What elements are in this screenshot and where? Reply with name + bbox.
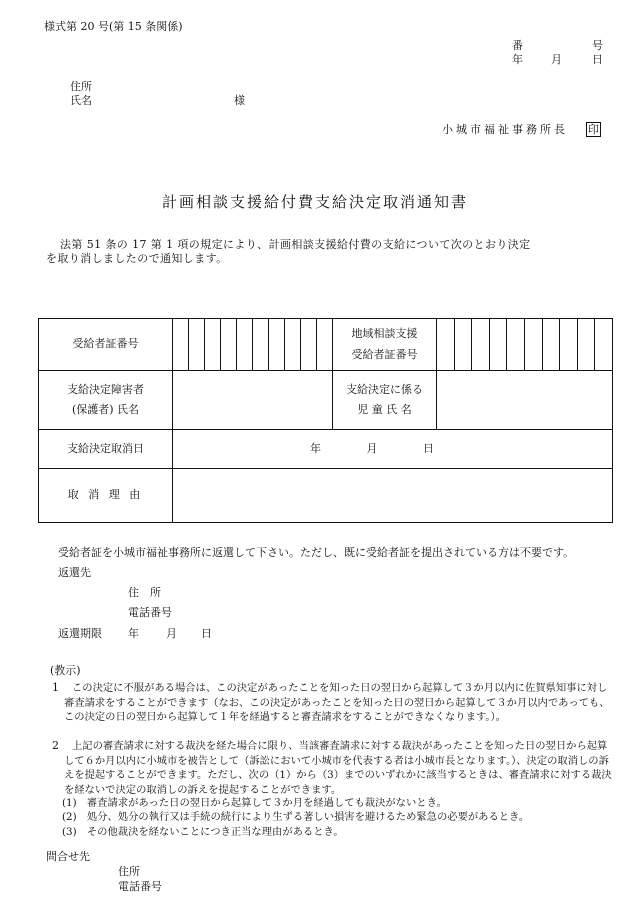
digit-box xyxy=(437,319,455,370)
note-2-item-3: (3) その他裁決を経ないことにつき正当な理由があるとき。 xyxy=(62,826,344,838)
form-row-names xyxy=(39,371,613,430)
contact-heading: 問合せ先 xyxy=(46,850,90,863)
return-deadline-day: 日 xyxy=(201,627,212,640)
digit-box xyxy=(560,319,578,370)
date-month: 月 xyxy=(551,53,562,66)
note-2-item-1: (1) 審査請求があった日の翌日から起算して３か月を経過しても裁決がないとき。 xyxy=(62,797,447,809)
digit-box xyxy=(237,319,253,370)
digit-box xyxy=(543,319,561,370)
note-1-text: この決定に不服がある場合は、この決定があったことを知った日の翌日から起算して３か月以内に佐賀県知事に対し審査請求をすることができます（なお、この決定があったことを知った日の翌日から起算して３か月以内であっても、この決定の日の翌日から起算して１年を経過すると審査請求をすることができなくなります。）。 xyxy=(64,682,610,723)
notes-heading: (教示) xyxy=(50,664,81,677)
sender-block xyxy=(442,122,601,137)
digit-box xyxy=(507,319,525,370)
form-row-reason xyxy=(39,469,613,523)
person-name-field[interactable] xyxy=(173,371,333,430)
number-label: 番 xyxy=(512,39,523,52)
digit-box xyxy=(205,319,221,370)
digit-box xyxy=(317,319,332,370)
regional-cert-label-line-2: 受給者証番号 xyxy=(351,347,418,361)
cancel-date-day: 日 xyxy=(423,441,435,455)
child-name-field[interactable] xyxy=(437,371,613,430)
cancel-date-month: 月 xyxy=(366,441,379,455)
notice-form-table xyxy=(38,318,613,523)
recipient-cert-no-boxes[interactable] xyxy=(173,319,333,371)
digit-box xyxy=(253,319,269,370)
intro-line-1: 法第 51 条の 17 第 1 項の規定により、計画相談支援給付費の支給について次のとおり決定 xyxy=(60,238,531,251)
digit-box xyxy=(472,319,490,370)
digit-box xyxy=(173,319,189,370)
addressee-name-label: 氏名 xyxy=(70,94,92,107)
digit-box xyxy=(490,319,508,370)
note-2-number: 2 xyxy=(52,739,59,752)
addressee-address-label: 住所 xyxy=(70,80,92,93)
note-2-text: 上記の審査請求に対する裁決を経た場合に限り、当該審査請求に対する裁決があったことを知った日の翌日から起算して６か月以内に小城市を被告として（訴訟において小城市を代表する者は小城市長となります。）、決定の取消しの訴えを提起することができます。ただし、次の（1）から（3）までのいずれかに該当するときは、審査請求に対する裁決を経ないで決定の取消しの訴えを提起することができます。 xyxy=(64,740,612,796)
date-day: 日 xyxy=(592,53,603,66)
cancel-date-label: 支給決定取消日 xyxy=(39,430,173,469)
form-row-cancel-date xyxy=(39,430,613,469)
note-1-number: 1 xyxy=(52,681,59,694)
date-year: 年 xyxy=(512,53,523,66)
regional-cert-label-line-1: 地域相談支援 xyxy=(351,327,418,341)
intro-line-2: を取り消しましたので通知します。 xyxy=(46,252,228,265)
contact-phone-label: 電話番号 xyxy=(118,880,162,893)
digit-box xyxy=(525,319,543,370)
number-suffix: 号 xyxy=(592,39,603,52)
form-row-cert-numbers xyxy=(39,319,613,371)
regional-cert-no-boxes[interactable] xyxy=(437,319,613,371)
note-2-item-2: (2) 処分、処分の執行又は手続の続行により生ずる著しい損害を避けるため緊急の必要があるとき。 xyxy=(62,811,530,823)
person-name-label xyxy=(39,371,173,430)
return-address-label: 住 所 xyxy=(128,586,161,599)
digit-box xyxy=(269,319,285,370)
return-destination-label: 返還先 xyxy=(58,566,91,579)
child-label-line-2: 児 童 氏 名 xyxy=(357,403,412,416)
digit-box xyxy=(578,319,596,370)
cancel-date-year: 年 xyxy=(310,441,322,455)
return-phone-label: 電話番号 xyxy=(128,606,172,619)
child-label-line-1: 支給決定に係る xyxy=(346,382,423,396)
form-number: 様式第 20 号(第 15 条関係) xyxy=(44,20,183,33)
return-deadline-month: 月 xyxy=(166,627,177,640)
cancel-date-field[interactable] xyxy=(173,430,613,469)
digit-box xyxy=(285,319,301,370)
person-label-line-2: (保護者) 氏名 xyxy=(71,403,140,416)
digit-box xyxy=(221,319,237,370)
return-deadline-year: 年 xyxy=(128,627,139,640)
addressee-honorific: 様 xyxy=(234,94,245,107)
cancel-reason-label: 取 消 理 由 xyxy=(39,469,173,523)
seal-stamp: 印 xyxy=(588,123,599,136)
child-name-label xyxy=(333,371,437,430)
return-instruction: 受給者証を小城市福祉事務所に返還して下さい。ただし、既に受給者証を提出されている方は不要です。 xyxy=(58,546,575,559)
digit-box xyxy=(301,319,317,370)
digit-box xyxy=(189,319,205,370)
recipient-cert-no-label: 受給者証番号 xyxy=(39,319,173,371)
return-deadline-label: 返還期限 xyxy=(58,627,102,640)
cancel-reason-field[interactable] xyxy=(173,469,613,523)
contact-address-label: 住所 xyxy=(118,865,140,878)
regional-cert-no-label xyxy=(333,319,437,371)
sender-name: 小城市福祉事務所長 xyxy=(442,123,568,136)
digit-box xyxy=(595,319,612,370)
person-label-line-1: 支給決定障害者 xyxy=(67,382,144,396)
document-title: 計画相談支援給付費支給決定取消通知書 xyxy=(161,193,468,211)
digit-box xyxy=(455,319,473,370)
